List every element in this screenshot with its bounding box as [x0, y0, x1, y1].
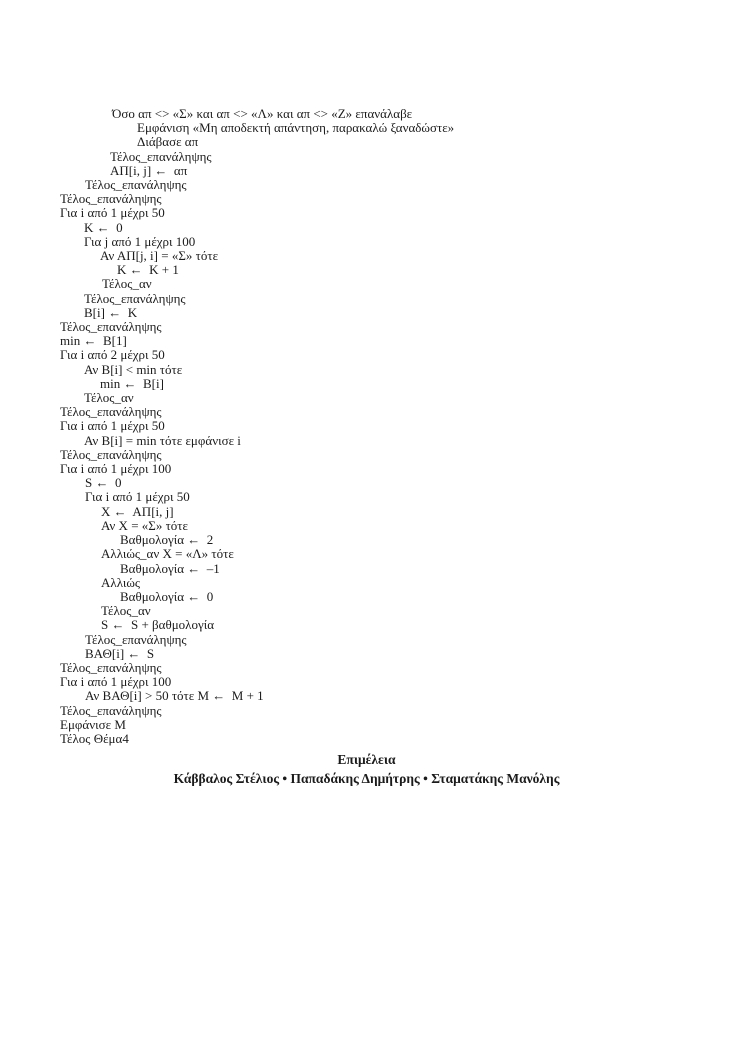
code-line: Αλλιώς_αν Χ = «Λ» τότε [101, 546, 234, 562]
code-line: Διάβασε απ [137, 134, 199, 150]
code-line: Αν ΑΠ[j, i] = «Σ» τότε [100, 248, 219, 264]
code-line: Βαθμολογία ← 0 [120, 588, 214, 604]
code-line: Τέλος Θέμα4 [60, 730, 129, 746]
code-line: Όσο απ <> «Σ» και απ <> «Λ» και απ <> «Ζ» επανάλαβε [112, 106, 413, 121]
credits [0, 751, 733, 788]
code-line: Τέλος_επανάληψης [60, 191, 162, 207]
code-line: Κ ← Κ + 1 [117, 262, 179, 278]
code-line: Τέλος_επανάληψης [60, 446, 162, 462]
code-line: Τέλος_επανάληψης [85, 631, 187, 647]
code-line: Για i από 1 μέχρι 50 [60, 418, 165, 434]
code-line: Χ ← ΑΠ[i, j] [101, 503, 174, 519]
code-line: Για i από 1 μέχρι 100 [60, 674, 172, 690]
code-line: Αν Β[i] < min τότε [84, 361, 183, 377]
code-line: Για i από 1 μέχρι 50 [60, 205, 165, 221]
pseudocode-block [60, 107, 454, 746]
code-line: Τέλος_επανάληψης [60, 319, 162, 335]
code-line: Για i από 2 μέχρι 50 [60, 347, 165, 363]
code-line: Για j από 1 μέχρι 100 [84, 233, 196, 249]
code-line: Τέλος_επανάληψης [110, 148, 212, 164]
code-line: Αν Χ = «Σ» τότε [101, 517, 188, 533]
code-line: Εμφάνισε Μ [60, 716, 126, 732]
code-line: Για i από 1 μέχρι 100 [60, 461, 172, 477]
code-line: Αν ΒΑΘ[i] > 50 τότε Μ ← Μ + 1 [85, 688, 264, 704]
code-line: Τέλος_επανάληψης [85, 177, 187, 193]
code-line: Τέλος_επανάληψης [84, 290, 186, 306]
code-line: Βαθμολογία ← –1 [120, 560, 220, 576]
code-line: min ← Β[1] [60, 333, 127, 349]
code-line: Β[i] ← Κ [84, 304, 138, 320]
code-line: Κ ← 0 [84, 219, 123, 235]
code-line: Αλλιώς [101, 574, 141, 590]
code-line: ΒΑΘ[i] ← S [85, 645, 155, 661]
code-line: S ← 0 [85, 475, 122, 491]
code-line: Τέλος_επανάληψης [60, 702, 162, 718]
code-line: Τέλος_αν [84, 390, 134, 406]
code-line: Αν Β[i] = min τότε εμφάνισε i [84, 432, 241, 448]
credits-names: Κάββαλος Στέλιος • Παπαδάκης Δημήτρης • Σταματάκης Μανόλης [173, 770, 560, 786]
code-line: Τέλος_αν [101, 603, 151, 619]
credits-title: Επιμέλεια [337, 752, 396, 767]
code-line: Εμφάνιση «Μη αποδεκτή απάντηση, παρακαλώ ξαναδώστε» [137, 120, 455, 136]
code-line: Για i από 1 μέχρι 50 [85, 489, 190, 505]
code-line: Τέλος_επανάληψης [60, 404, 162, 420]
code-line: ΑΠ[i, j] ← απ [110, 162, 188, 178]
code-line: S ← S + βαθμολογία [101, 617, 215, 633]
code-line: Βαθμολογία ← 2 [120, 532, 214, 548]
code-line: Τέλος_αν [102, 276, 152, 292]
code-line: min ← Β[i] [100, 375, 164, 391]
code-line: Τέλος_επανάληψης [60, 659, 162, 675]
